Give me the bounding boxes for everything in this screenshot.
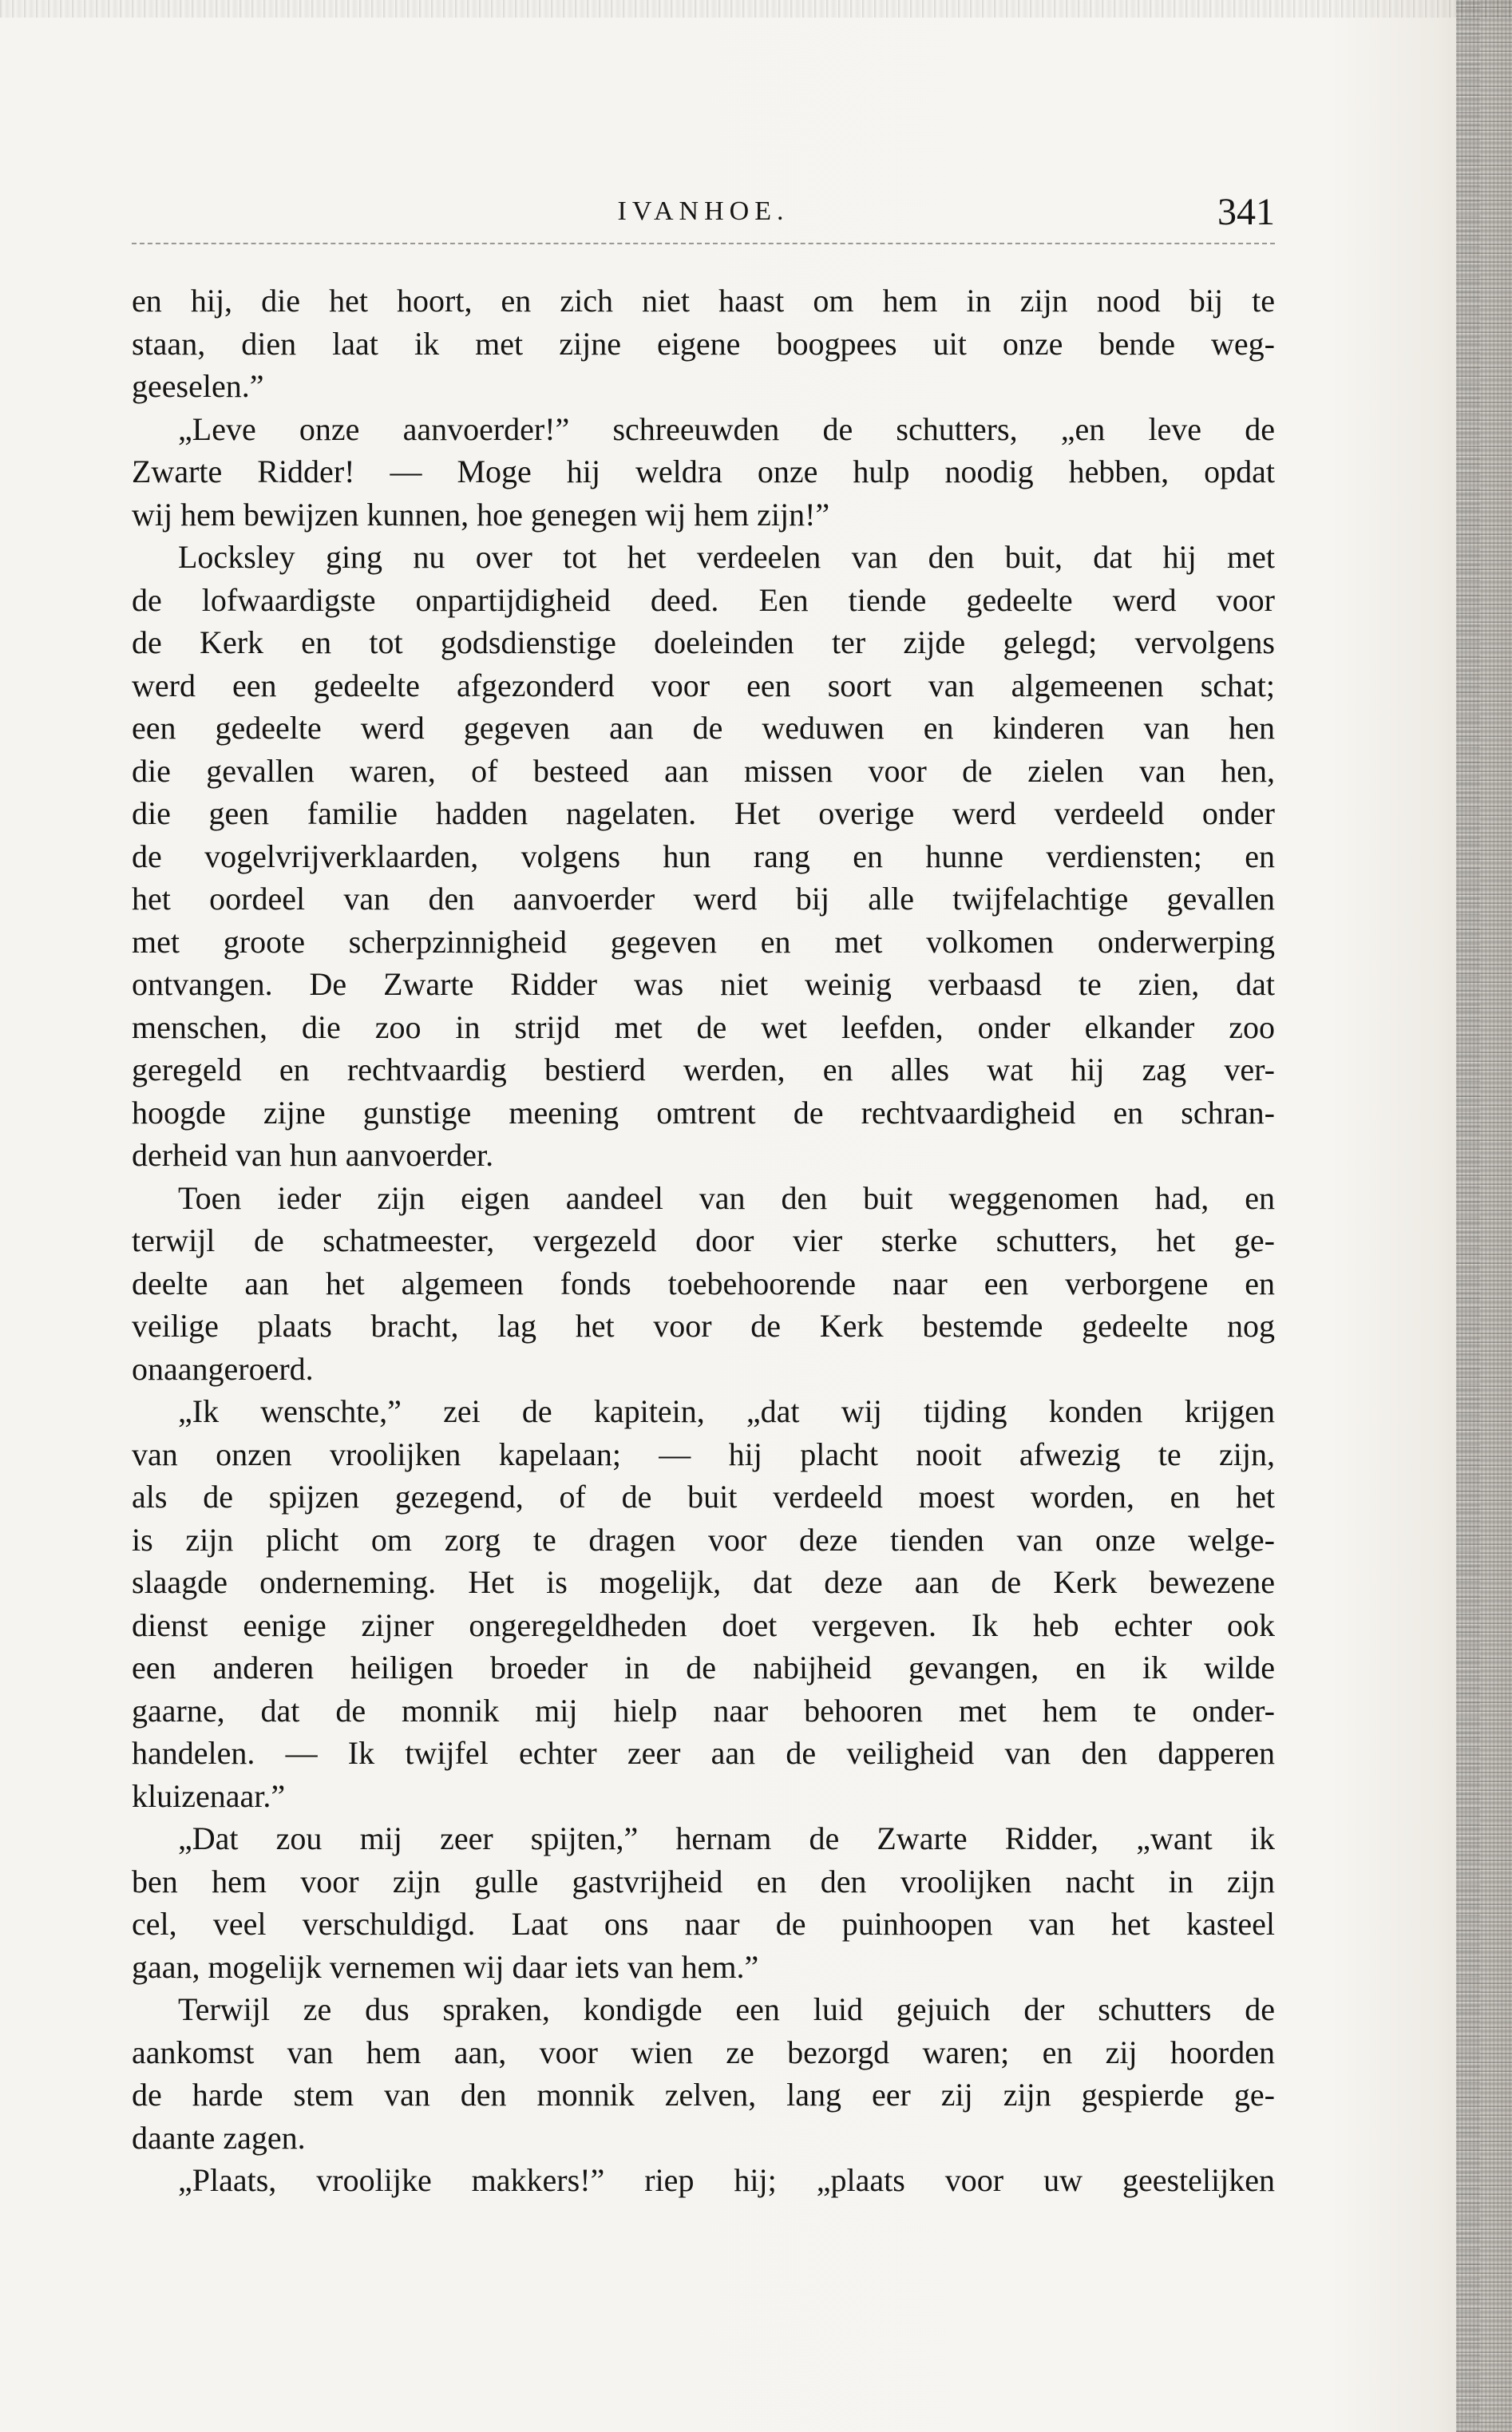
- text-line: Zwarte Ridder! — Moge hij weldra onze hulp noodig hebben, opdat: [132, 454, 1275, 489]
- text-line: een anderen heiligen broeder in de nabijheid gevangen, en ik wilde: [132, 1650, 1275, 1685]
- text-line: ontvangen. De Zwarte Ridder was niet weinig verbaasd te zien, dat: [132, 966, 1275, 1002]
- text-line: slaagde onderneming. Het is mogelijk, dat deze aan de Kerk bewezene: [132, 1564, 1275, 1600]
- text-line: deelte aan het algemeen fonds toebehoorende naar een verborgene en: [132, 1265, 1275, 1301]
- text-line: gaarne, dat de monnik mij hielp naar behooren met hem te onder-: [132, 1692, 1275, 1729]
- text-line: aankomst van hem aan, voor wien ze bezorgd waren; en zij hoorden: [132, 2034, 1275, 2070]
- text-line: menschen, die zoo in strijd met de wet leefden, onder elkander zoo: [132, 1008, 1275, 1045]
- text-line: veilige plaats bracht, lag het voor de Kerk bestemde gedeelte nog: [132, 1308, 1275, 1344]
- text-line: „Ik wenschte,” zei de kapitein, „dat wij tijding konden krijgen: [178, 1393, 1275, 1429]
- text-line: cel, veel verschuldigd. Laat ons naar de puinhoopen van het kasteel: [132, 1906, 1275, 1942]
- text-line: de lofwaardigste onpartijdigheid deed. Een tiende gedeelte werd voor: [132, 581, 1275, 618]
- scan-noise-top: [0, 0, 1512, 18]
- text-line: hoogde zijne gunstige meening omtrent de rechtvaardigheid en schran-: [132, 1094, 1275, 1131]
- text-line: handelen. — Ik twijfel echter zeer aan de veiligheid van den dapperen: [132, 1735, 1275, 1771]
- text-line: dienst eenige zijner ongeregeldheden doet vergeven. Ik heb echter ook: [132, 1606, 1275, 1643]
- text-line: die gevallen waren, of besteed aan missen voor de zielen van hen,: [132, 752, 1275, 789]
- text-line: als de spijzen gezegend, of de buit verdeeld moest worden, en het: [132, 1479, 1275, 1515]
- scan-noise-edge-inner: [1456, 0, 1480, 2432]
- text-line: Terwijl ze dus spraken, kondigde een luid gejuich der schutters de: [178, 1991, 1275, 2027]
- text-line: de harde stem van den monnik zelven, lang eer zij zijn gespierde ge-: [132, 2077, 1275, 2113]
- text-line: gaan, mogelijk vernemen wij daar iets van hem.”: [132, 1948, 759, 1985]
- body-text: [132, 279, 1275, 2202]
- text-line: de Kerk en tot godsdienstige doeleinden ter zijde gelegd; vervolgens: [132, 624, 1275, 660]
- text-line: derheid van hun aanvoerder.: [132, 1137, 494, 1173]
- text-line: geregeld en rechtvaardig bestierd werden, en alles wat hij zag ver-: [132, 1052, 1275, 1087]
- text-line: werd een gedeelte afgezonderd voor een soort van algemeenen schat;: [132, 667, 1275, 703]
- text-line: van onzen vroolijken kapelaan; — hij placht nooit afwezig te zijn,: [132, 1436, 1275, 1472]
- page-number: 341: [1217, 191, 1275, 233]
- text-line: „Dat zou mij zeer spijten,” hernam de Zwarte Ridder, „want ik: [178, 1820, 1275, 1856]
- text-line: „Leve onze aanvoerder!” schreeuwden de schutters, „en leve de: [178, 410, 1275, 447]
- page-header: [132, 190, 1275, 246]
- text-line: die geen familie hadden nagelaten. Het overige werd verdeeld onder: [132, 795, 1275, 831]
- header-rule: [132, 243, 1275, 244]
- text-line: ben hem voor zijn gulle gastvrijheid en den vroolijken nacht in zijn: [132, 1863, 1275, 1899]
- text-line: onaangeroerd.: [132, 1350, 314, 1387]
- text-line: staan, dien laat ik met zijne eigene boogpees uit onze bende weg-: [132, 325, 1275, 362]
- text-line: wij hem bewijzen kunnen, hoe genegen wij hem zijn!”: [132, 496, 830, 533]
- text-line: Toen ieder zijn eigen aandeel van den buit weggenomen had, en: [178, 1179, 1275, 1216]
- text-line: kluizenaar.”: [132, 1777, 286, 1814]
- text-line: en hij, die het hoort, en zich niet haast om hem in zijn nood bij te: [132, 283, 1275, 319]
- text-line: „Plaats, vroolijke makkers!” riep hij; „plaats voor uw geestelijken: [178, 2162, 1275, 2198]
- text-line: daante zagen.: [132, 2119, 306, 2156]
- text-line: Locksley ging nu over tot het verdeelen van den buit, dat hij met: [178, 539, 1275, 575]
- text-line: is zijn plicht om zorg te dragen voor deze tienden van onze welge-: [132, 1521, 1275, 1558]
- running-title: IVANHOE.: [617, 196, 790, 226]
- text-line: met groote scherpzinnigheid gegeven en met volkomen onderwerping: [132, 923, 1275, 960]
- text-line: een gedeelte werd gegeven aan de weduwen en kinderen van hen: [132, 710, 1275, 746]
- text-line: het oordeel van den aanvoerder werd bij alle twijfelachtige gevallen: [132, 881, 1275, 917]
- text-line: geeselen.”: [132, 368, 264, 404]
- text-line: de vogelvrijverklaarden, volgens hun rang en hunne verdiensten; en: [132, 838, 1275, 874]
- text-line: terwijl de schatmeester, vergezeld door vier sterke schutters, het ge-: [132, 1222, 1275, 1258]
